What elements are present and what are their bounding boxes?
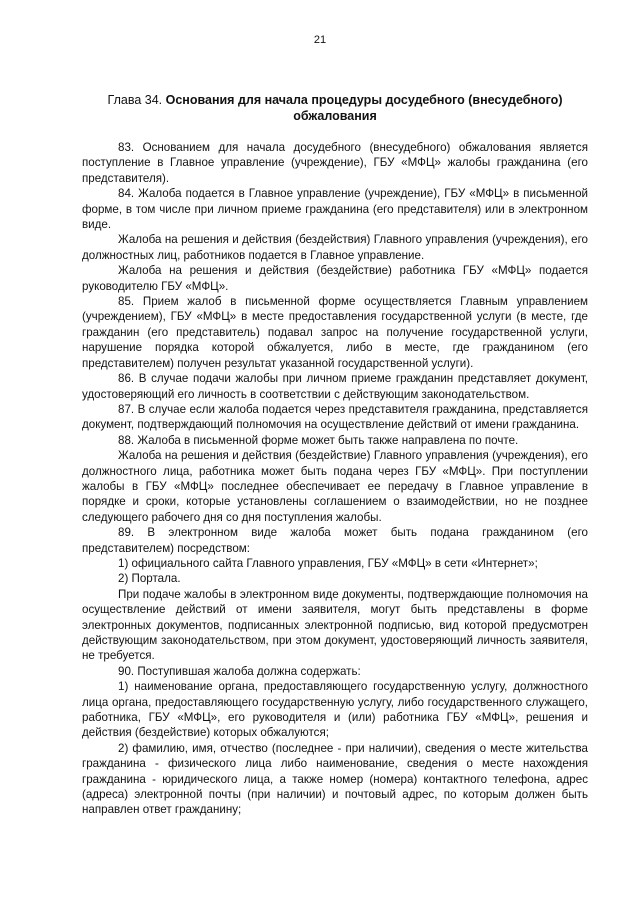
paragraph-89-item-2: 2) Портала.: [118, 572, 181, 586]
document-body: [82, 140, 588, 818]
paragraph-85: 85. Прием жалоб в письменной форме осуществляется Главным управлением (учреждением), ГБУ «МФЦ» в месте предоставления государственной услуги (в месте, где гражданин (его представитель) подавал запрос на получение государственной услуги, нарушение порядка которой обжалуется, либо в месте, где гражданином (его представителем) получен результат указанной государственной услуги).: [82, 295, 588, 370]
paragraph-90: 90. Поступившая жалоба должна содержать:: [118, 664, 361, 678]
paragraph-90-item-2: 2) фамилию, имя, отчество (последнее - при наличии), сведения о месте жительства гражданина - физического лица либо наименование, сведения о месте нахождения гражданина - юридического лица, а также номер (номера) контактного телефона, адрес (адреса) электронной почты (при наличии) и почтовый адрес, по которым должен быть направлен ответ гражданину;: [82, 741, 588, 817]
paragraph-89: 89. В электронном виде жалоба может быть подана гражданином (его представителем) посредством:: [82, 526, 588, 555]
paragraph-86: 86. В случае подачи жалобы при личном приеме гражданин представляет документ, удостоверяющий его личность в соответствии с действующим законодательством.: [82, 372, 588, 401]
chapter-heading: [82, 92, 588, 124]
paragraph-84-complaint-mfc: Жалоба на решения и действия (бездействие) работника ГБУ «МФЦ» подается руководителю ГБУ «МФЦ».: [82, 264, 588, 293]
paragraph-84: 84. Жалоба подается в Главное управление (учреждение), ГБУ «МФЦ» в письменной форме, в том числе при личном приеме гражданина (его представителя) или в электронном виде.: [82, 187, 588, 232]
chapter-number: Глава 34.: [107, 93, 166, 107]
paragraph-84-complaint-agency: Жалоба на решения и действия (бездействия) Главного управления (учреждения), его должностных лиц, работников подается в Главное управление.: [82, 233, 588, 262]
paragraph-83: 83. Основанием для начала досудебного (внесудебного) обжалования является поступление в Главное управление (учреждение), ГБУ «МФЦ» жалобы гражданина (его представителя).: [82, 141, 588, 185]
paragraph-89-electronic-docs: При подаче жалобы в электронном виде документы, подтверждающие полномочия на осуществление действий от имени заявителя, могут быть представлены в форме электронных документов, подписанных электронной подписью, вид которой предусмотрен действующим законодательством, при этом документ, удостоверяющий личность заявителя, не требуется.: [82, 587, 588, 663]
paragraph-89-item-1: 1) официального сайта Главного управления, ГБУ «МФЦ» в сети «Интернет»;: [118, 556, 538, 570]
paragraph-88: 88. Жалоба в письменной форме может быть также направлена по почте.: [118, 433, 519, 447]
chapter-title: Основания для начала процедуры досудебного (внесудебного) обжалования: [165, 93, 563, 123]
page-number: 21: [313, 34, 327, 46]
paragraph-87: 87. В случае если жалоба подается через представителя гражданина, представляется документ, подтверждающий полномочия на осуществление действий от имени гражданина.: [82, 402, 588, 432]
paragraph-90-item-1: 1) наименование органа, предоставляющего государственную услугу, должностного лица органа, предоставляющего государственную услугу, либо государственного служащего, работника, ГБУ «МФЦ», его руководителя и (или) работника ГБУ «МФЦ», решения и действия (бездействие) которых обжалуются;: [82, 680, 588, 740]
paragraph-88-via-mfc: Жалоба на решения и действия (бездействие) Главного управления (учреждения), его должностного лица, работника может быть подана через ГБУ «МФЦ». При поступлении жалобы в ГБУ «МФЦ» последнее обеспечивает ее передачу в Главное управление в порядке и сроки, которые установлены соглашением о взаимодействии, но не позднее следующего рабочего дня со дня поступления жалобы.: [82, 449, 588, 524]
